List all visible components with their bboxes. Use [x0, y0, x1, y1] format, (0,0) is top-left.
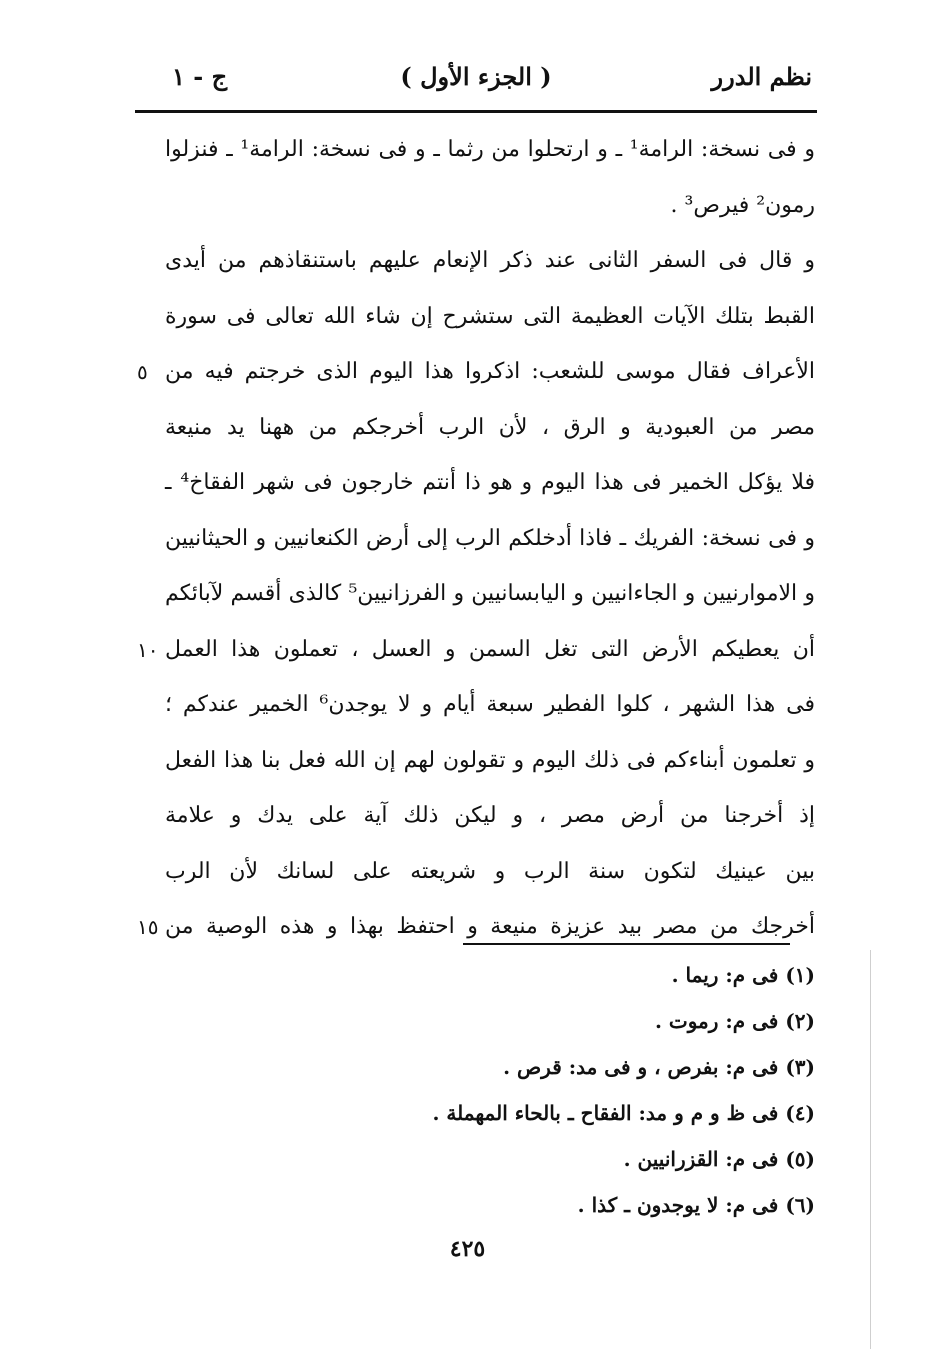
line-text: أخرجك من مصر بيد عزيزة منيعة و احتفظ بهذا و هذه الوصية من [165, 914, 815, 939]
footnote: (٦) فى م: لا يوجدون ـ كذا . [577, 1193, 815, 1217]
part-title: ( الجزء الأول ) [400, 62, 552, 91]
text-line [137, 903, 815, 959]
line-text: و فى نسخة: الفريك ـ فاذا أدخلكم الرب إلى أرض الكنعانيين و الحيثانيين [165, 525, 815, 551]
text-line [165, 737, 815, 793]
footnote: (٥) فى م: القزرانيين . [623, 1147, 815, 1171]
book-title: نظم الدرر [711, 62, 812, 91]
footnote-rule [463, 943, 790, 945]
text-line [165, 459, 815, 515]
line-text: مصر من العبودية و الرق ، لأن الرب أخرجكم من ههنا يد منيعة [165, 414, 815, 440]
line-text: القبط بتلك الآيات العظيمة التى ستشرح إن شاء الله تعالى فى سورة [165, 303, 815, 329]
line-text: فى هذا الشهر ، كلوا الفطير سبعة أيام و لا يوجدن⁶ الخمير عندكم ؛ [165, 692, 815, 717]
text-line [165, 848, 815, 904]
volume-label: ج - ١ [172, 62, 228, 91]
line-text: و الاموارنيين و الجاءانيين و اليابسانيين و الفرزانيين⁵ كالذى أقسم لآبائكم [165, 581, 815, 606]
line-number: ١٥ [137, 915, 159, 939]
line-text: فلا يؤكل الخمير فى هذا اليوم و هو ذا أنتم خارجون فى شهر الفقاخ⁴ ـ [165, 470, 815, 495]
footnote: (٣) فى م: بفرص ، و فى مد: قرص . [503, 1055, 815, 1079]
text-line [137, 626, 815, 682]
line-text: رمون² فيرص³ . [670, 192, 815, 218]
text-line [165, 293, 815, 349]
text-line [165, 681, 815, 737]
line-number: ١٠ [137, 637, 159, 662]
header-rule [135, 110, 817, 113]
line-number: ٥ [137, 360, 148, 384]
running-header [140, 62, 812, 102]
text-line [165, 182, 815, 238]
line-text: إذ أخرجنا من أرض مصر ، و ليكن ذلك آية على يدك و علامة [165, 803, 815, 828]
footnote: (٢) فى م: رموت . [654, 1009, 815, 1033]
text-line [165, 404, 815, 460]
footnotes [415, 958, 815, 1234]
text-line [165, 792, 815, 848]
line-text: أن يعطيكم الأرض التى تغل السمن و العسل ، تعملون هذا العمل [165, 636, 815, 662]
text-line [165, 515, 815, 571]
page-number: ٤٢٥ [449, 1236, 486, 1262]
text-line [165, 570, 815, 626]
line-text: بين عينيك لتكون سنة الرب و شريعته على لسانك لأن الرب [165, 858, 815, 884]
line-text: و تعلمون أبناءكم فى ذلك اليوم و تقولون لهم إن الله فعل بنا هذا الفعل [165, 747, 815, 773]
line-text: و قال فى السفر الثانى عند ذكر الإنعام عليهم باستنقاذهم من أيدى [165, 248, 815, 273]
text-line [137, 348, 815, 404]
footnote: (١) فى م: ريما . [671, 963, 815, 987]
page-edge-line [870, 950, 871, 1349]
main-text [137, 126, 816, 959]
line-text: الأعراف فقال موسى للشعب: اذكروا هذا اليوم الذى خرجتم فيه من [165, 359, 815, 384]
line-text: و فى نسخة: الرامة¹ ـ و ارتحلوا من رثما ـ و فى نسخة: الرامة¹ ـ فنزلوا [165, 137, 816, 162]
footnote: (٤) فى ظ و م و مد: الفقاح ـ بالحاء المهملة . [432, 1101, 815, 1125]
text-line [165, 237, 815, 293]
text-line [165, 126, 815, 182]
